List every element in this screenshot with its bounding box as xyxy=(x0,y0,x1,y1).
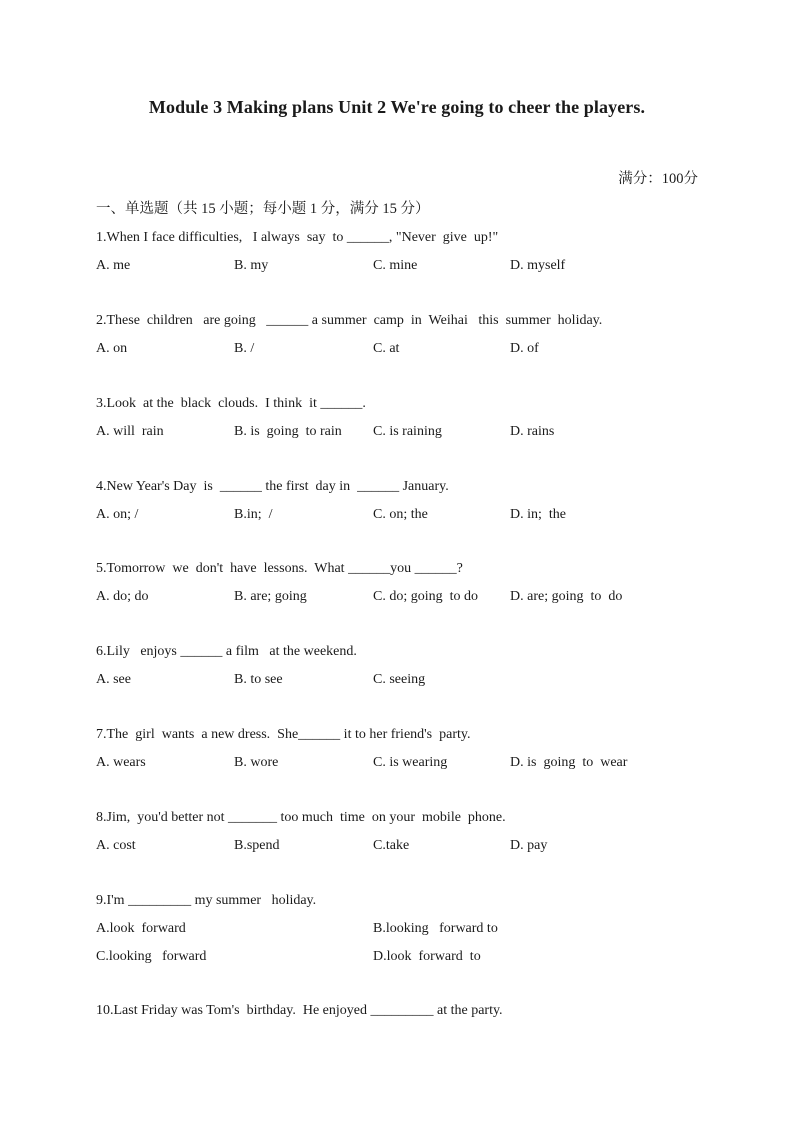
option-d[interactable]: D. is going to wear xyxy=(510,755,628,770)
section-heading: 一、单选题（共 15 小题；每小题 1 分，满分 15 分） xyxy=(96,201,430,217)
options-row xyxy=(96,586,716,608)
question-8 xyxy=(96,808,716,857)
option-a[interactable]: A. on xyxy=(96,341,128,356)
option-b[interactable]: B. is going to rain xyxy=(234,424,342,439)
option-d[interactable]: D. of xyxy=(510,341,539,356)
question-4 xyxy=(96,477,716,526)
options-row xyxy=(96,835,716,857)
option-b[interactable]: B. wore xyxy=(234,755,279,770)
option-c[interactable]: C. is raining xyxy=(373,424,442,439)
option-c[interactable]: C. do; going to do xyxy=(373,589,479,604)
option-b[interactable]: B. to see xyxy=(234,672,283,687)
options-row xyxy=(96,946,716,968)
options-row xyxy=(96,752,716,774)
option-b[interactable]: B. are; going xyxy=(234,589,307,604)
question-9 xyxy=(96,891,716,968)
option-c[interactable]: C. mine xyxy=(373,258,418,273)
options-row xyxy=(96,255,716,277)
option-b[interactable]: B.looking forward to xyxy=(373,921,498,936)
option-d[interactable]: D. pay xyxy=(510,838,548,853)
option-c[interactable]: C. seeing xyxy=(373,672,426,687)
option-b[interactable]: B. my xyxy=(234,258,269,273)
question-2 xyxy=(96,311,716,360)
question-10 xyxy=(96,1001,716,1021)
option-d[interactable]: D. myself xyxy=(510,258,566,273)
option-a[interactable]: A. do; do xyxy=(96,589,149,604)
options-row xyxy=(96,918,716,940)
option-c[interactable]: C. at xyxy=(373,341,400,356)
question-3 xyxy=(96,394,716,443)
question-stem: 1.When I face difficulties, I always say to ______, "Never give up!" xyxy=(96,230,499,245)
options-row xyxy=(96,338,716,360)
page-title: Module 3 Making plans Unit 2 We're going to cheer the players. xyxy=(148,97,646,117)
options-row xyxy=(96,504,716,526)
question-7 xyxy=(96,725,716,774)
option-b[interactable]: B. / xyxy=(234,341,255,356)
option-d[interactable]: D. rains xyxy=(510,424,555,439)
question-stem: 10.Last Friday was Tom's birthday. He enjoyed _________ at the party. xyxy=(96,1003,503,1018)
option-d[interactable]: D. are; going to do xyxy=(510,589,623,604)
option-a[interactable]: A. cost xyxy=(96,838,136,853)
option-a[interactable]: A. on; / xyxy=(96,507,139,522)
option-a[interactable]: A.look forward xyxy=(96,921,186,936)
question-1 xyxy=(96,228,716,277)
option-c[interactable]: C.take xyxy=(373,838,410,853)
option-a[interactable]: A. me xyxy=(96,258,131,273)
option-c[interactable]: C. on; the xyxy=(373,507,428,522)
question-stem: 5.Tomorrow we don't have lessons. What ______you ______? xyxy=(96,561,463,576)
question-stem: 3.Look at the black clouds. I think it ______. xyxy=(96,396,366,411)
option-d[interactable]: D. in; the xyxy=(510,507,566,522)
option-a[interactable]: A. see xyxy=(96,672,131,687)
option-b[interactable]: B.spend xyxy=(234,838,280,853)
question-stem: 7.The girl wants a new dress. She______ it to her friend's party. xyxy=(96,727,471,742)
question-stem: 2.These children are going ______ a summer camp in Weihai this summer holiday. xyxy=(96,313,603,328)
question-5 xyxy=(96,559,716,608)
option-b[interactable]: B.in; / xyxy=(234,507,273,522)
question-stem: 9.I'm _________ my summer holiday. xyxy=(96,893,317,908)
options-row xyxy=(96,669,716,691)
option-c[interactable]: C. is wearing xyxy=(373,755,448,770)
option-a[interactable]: A. will rain xyxy=(96,424,164,439)
full-score: 满分：100分 xyxy=(618,171,698,187)
option-a[interactable]: A. wears xyxy=(96,755,146,770)
options-row xyxy=(96,421,716,443)
question-stem: 4.New Year's Day is ______ the first day in ______ January. xyxy=(96,479,449,494)
option-c[interactable]: C.looking forward xyxy=(96,949,207,964)
option-d[interactable]: D.look forward to xyxy=(373,949,481,964)
question-stem: 8.Jim, you'd better not _______ too much time on your mobile phone. xyxy=(96,810,506,825)
question-6 xyxy=(96,642,716,691)
question-stem: 6.Lily enjoys ______ a film at the weekend. xyxy=(96,644,357,659)
